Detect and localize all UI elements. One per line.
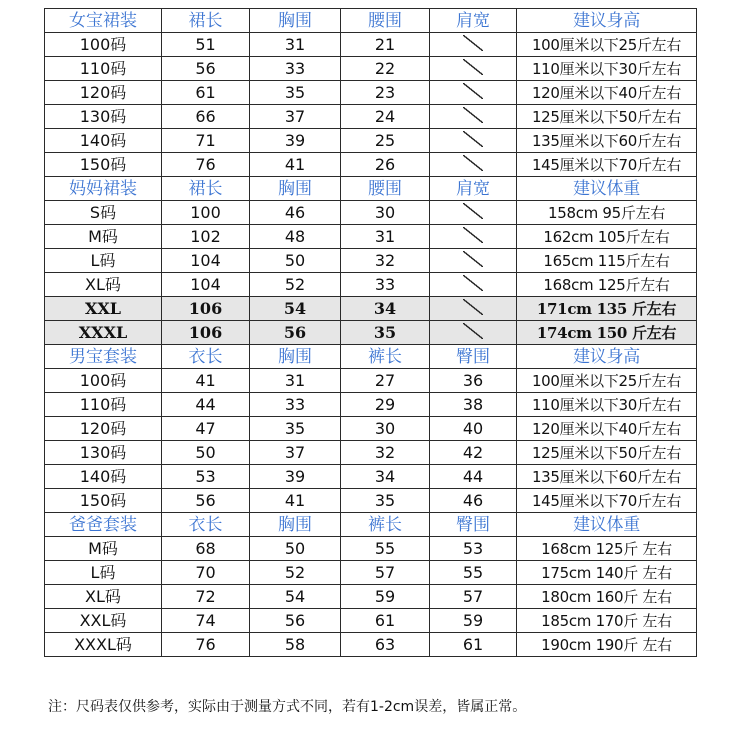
table-cell: 31 <box>250 33 341 57</box>
size-cell: 130码 <box>45 441 162 465</box>
table-cell: 34 <box>341 465 430 489</box>
table-row <box>45 321 697 345</box>
table-cell: 44 <box>430 465 517 489</box>
table-cell: 50 <box>250 249 341 273</box>
table-cell: 190cm 190斤 左右 <box>517 633 697 657</box>
table-row <box>45 249 697 273</box>
table-cell: 36 <box>430 369 517 393</box>
size-cell: 100码 <box>45 369 162 393</box>
table-cell: 70 <box>162 561 250 585</box>
table-cell: 68 <box>162 537 250 561</box>
header-cell: 胸围 <box>250 177 341 201</box>
table-row <box>45 105 697 129</box>
table-cell: 66 <box>162 105 250 129</box>
diagonal-slash-icon <box>463 35 483 51</box>
table-cell: 35 <box>341 321 430 345</box>
size-cell: XXXL码 <box>45 633 162 657</box>
header-cell: 胸围 <box>250 513 341 537</box>
diagonal-slash-icon <box>463 107 483 123</box>
table-cell: 56 <box>250 609 341 633</box>
table-cell: 47 <box>162 417 250 441</box>
table-cell: 100 <box>162 201 250 225</box>
table-cell: 41 <box>250 153 341 177</box>
table-row <box>45 489 697 513</box>
section-header-row <box>45 513 697 537</box>
table-cell: 41 <box>162 369 250 393</box>
table-cell: 44 <box>162 393 250 417</box>
table-row <box>45 465 697 489</box>
table-cell: 29 <box>341 393 430 417</box>
header-cell: 胸围 <box>250 345 341 369</box>
table-cell: 31 <box>341 225 430 249</box>
header-cell: 建议身高 <box>517 9 697 33</box>
size-cell: S码 <box>45 201 162 225</box>
size-cell: XXL码 <box>45 609 162 633</box>
table-cell: 76 <box>162 153 250 177</box>
size-cell: 110码 <box>45 393 162 417</box>
table-cell: 54 <box>250 297 341 321</box>
table-cell: 51 <box>162 33 250 57</box>
table-cell: 145厘米以下70斤左右 <box>517 489 697 513</box>
table-cell: 52 <box>250 561 341 585</box>
table-row <box>45 273 697 297</box>
table-cell: 180cm 160斤 左右 <box>517 585 697 609</box>
table-cell: 34 <box>341 297 430 321</box>
not-applicable-cell <box>430 201 517 225</box>
table-cell: 63 <box>341 633 430 657</box>
table-cell: 158cm 95斤左右 <box>517 201 697 225</box>
header-cell: 爸爸套装 <box>45 513 162 537</box>
table-cell: 110厘米以下30斤左右 <box>517 57 697 81</box>
table-cell: 53 <box>162 465 250 489</box>
table-cell: 23 <box>341 81 430 105</box>
table-row <box>45 225 697 249</box>
footnote: 注：尺码表仅供参考，实际由于测量方式不同，若有1-2cm误差，皆属正常。 <box>48 699 527 715</box>
table-cell: 39 <box>250 129 341 153</box>
header-cell: 建议体重 <box>517 177 697 201</box>
table-row <box>45 81 697 105</box>
not-applicable-cell <box>430 249 517 273</box>
table-cell: 57 <box>430 585 517 609</box>
header-cell: 建议体重 <box>517 513 697 537</box>
header-cell: 腰围 <box>341 9 430 33</box>
table-cell: 125厘米以下50斤左右 <box>517 105 697 129</box>
size-cell: 110码 <box>45 57 162 81</box>
table-cell: 61 <box>430 633 517 657</box>
diagonal-slash-icon <box>463 299 483 315</box>
table-cell: 33 <box>250 57 341 81</box>
table-cell: 31 <box>250 369 341 393</box>
header-cell: 肩宽 <box>430 9 517 33</box>
header-cell: 肩宽 <box>430 177 517 201</box>
table-cell: 30 <box>341 417 430 441</box>
diagonal-slash-icon <box>463 59 483 75</box>
diagonal-slash-icon <box>463 275 483 291</box>
header-cell: 腰围 <box>341 177 430 201</box>
table-row <box>45 153 697 177</box>
table-cell: 100厘米以下25斤左右 <box>517 369 697 393</box>
table-cell: 59 <box>430 609 517 633</box>
not-applicable-cell <box>430 129 517 153</box>
table-cell: 39 <box>250 465 341 489</box>
table-cell: 145厘米以下70斤左右 <box>517 153 697 177</box>
table-cell: 71 <box>162 129 250 153</box>
table-row <box>45 57 697 81</box>
section-header-row <box>45 177 697 201</box>
table-cell: 168cm 125斤左右 <box>517 273 697 297</box>
table-cell: 120厘米以下40斤左右 <box>517 81 697 105</box>
table-cell: 135厘米以下60斤左右 <box>517 129 697 153</box>
size-cell: M码 <box>45 537 162 561</box>
table-cell: 50 <box>250 537 341 561</box>
header-cell: 裤长 <box>341 513 430 537</box>
table-cell: 171cm 135 斤左右 <box>517 297 697 321</box>
table-cell: 61 <box>341 609 430 633</box>
table-cell: 55 <box>341 537 430 561</box>
header-cell: 衣长 <box>162 345 250 369</box>
table-row <box>45 33 697 57</box>
table-cell: 61 <box>162 81 250 105</box>
size-cell: XL码 <box>45 585 162 609</box>
header-cell: 男宝套装 <box>45 345 162 369</box>
diagonal-slash-icon <box>463 323 483 339</box>
table-cell: 48 <box>250 225 341 249</box>
table-row <box>45 537 697 561</box>
table-cell: 106 <box>162 321 250 345</box>
table-cell: 104 <box>162 249 250 273</box>
table-cell: 125厘米以下50斤左右 <box>517 441 697 465</box>
header-cell: 胸围 <box>250 9 341 33</box>
table-cell: 35 <box>250 417 341 441</box>
header-cell: 臀围 <box>430 513 517 537</box>
table-cell: 32 <box>341 441 430 465</box>
section-header-row <box>45 345 697 369</box>
table-cell: 41 <box>250 489 341 513</box>
table-cell: 33 <box>341 273 430 297</box>
table-row <box>45 585 697 609</box>
table-cell: 42 <box>430 441 517 465</box>
table-row <box>45 201 697 225</box>
table-cell: 110厘米以下30斤左右 <box>517 393 697 417</box>
header-cell: 裤长 <box>341 345 430 369</box>
table-row <box>45 393 697 417</box>
diagonal-slash-icon <box>463 251 483 267</box>
table-cell: 46 <box>430 489 517 513</box>
size-cell: M码 <box>45 225 162 249</box>
table-cell: 53 <box>430 537 517 561</box>
table-row <box>45 129 697 153</box>
not-applicable-cell <box>430 273 517 297</box>
table-cell: 59 <box>341 585 430 609</box>
table-cell: 35 <box>250 81 341 105</box>
header-cell: 女宝裙装 <box>45 9 162 33</box>
header-cell: 裙长 <box>162 177 250 201</box>
table-cell: 104 <box>162 273 250 297</box>
table-cell: 165cm 115斤左右 <box>517 249 697 273</box>
size-cell: 140码 <box>45 129 162 153</box>
size-cell: XXL <box>45 297 162 321</box>
table-cell: 37 <box>250 105 341 129</box>
size-chart-table <box>44 8 697 657</box>
table-cell: 30 <box>341 201 430 225</box>
table-row <box>45 633 697 657</box>
table-cell: 56 <box>162 489 250 513</box>
diagonal-slash-icon <box>463 203 483 219</box>
table-cell: 37 <box>250 441 341 465</box>
table-cell: 135厘米以下60斤左右 <box>517 465 697 489</box>
header-cell: 妈妈裙装 <box>45 177 162 201</box>
table-cell: 40 <box>430 417 517 441</box>
table-cell: 58 <box>250 633 341 657</box>
table-cell: 33 <box>250 393 341 417</box>
section-header-row <box>45 9 697 33</box>
table-cell: 46 <box>250 201 341 225</box>
table-cell: 100厘米以下25斤左右 <box>517 33 697 57</box>
table-row <box>45 297 697 321</box>
table-row <box>45 441 697 465</box>
not-applicable-cell <box>430 297 517 321</box>
table-cell: 38 <box>430 393 517 417</box>
table-cell: 26 <box>341 153 430 177</box>
diagonal-slash-icon <box>463 155 483 171</box>
not-applicable-cell <box>430 225 517 249</box>
table-cell: 168cm 125斤 左右 <box>517 537 697 561</box>
not-applicable-cell <box>430 321 517 345</box>
table-cell: 55 <box>430 561 517 585</box>
table-cell: 57 <box>341 561 430 585</box>
table-row <box>45 369 697 393</box>
size-cell: 150码 <box>45 153 162 177</box>
table-cell: 52 <box>250 273 341 297</box>
table-cell: 102 <box>162 225 250 249</box>
diagonal-slash-icon <box>463 227 483 243</box>
header-cell: 臀围 <box>430 345 517 369</box>
size-cell: 140码 <box>45 465 162 489</box>
table-cell: 72 <box>162 585 250 609</box>
table-cell: 174cm 150 斤左右 <box>517 321 697 345</box>
size-cell: XXXL <box>45 321 162 345</box>
table-cell: 56 <box>162 57 250 81</box>
table-cell: 22 <box>341 57 430 81</box>
not-applicable-cell <box>430 105 517 129</box>
size-cell: 150码 <box>45 489 162 513</box>
header-cell: 建议身高 <box>517 345 697 369</box>
table-cell: 54 <box>250 585 341 609</box>
diagonal-slash-icon <box>463 131 483 147</box>
diagonal-slash-icon <box>463 83 483 99</box>
table-cell: 120厘米以下40斤左右 <box>517 417 697 441</box>
table-row <box>45 609 697 633</box>
table-cell: 56 <box>250 321 341 345</box>
table-cell: 175cm 140斤 左右 <box>517 561 697 585</box>
table-cell: 25 <box>341 129 430 153</box>
size-cell: L码 <box>45 249 162 273</box>
not-applicable-cell <box>430 81 517 105</box>
table-cell: 185cm 170斤 左右 <box>517 609 697 633</box>
size-cell: 120码 <box>45 417 162 441</box>
table-cell: 50 <box>162 441 250 465</box>
size-cell: 120码 <box>45 81 162 105</box>
table-cell: 74 <box>162 609 250 633</box>
not-applicable-cell <box>430 153 517 177</box>
size-chart-body <box>45 9 697 657</box>
table-cell: 162cm 105斤左右 <box>517 225 697 249</box>
table-row <box>45 561 697 585</box>
table-cell: 27 <box>341 369 430 393</box>
table-row <box>45 417 697 441</box>
table-cell: 106 <box>162 297 250 321</box>
table-cell: 76 <box>162 633 250 657</box>
table-cell: 21 <box>341 33 430 57</box>
header-cell: 衣长 <box>162 513 250 537</box>
table-cell: 35 <box>341 489 430 513</box>
size-cell: 100码 <box>45 33 162 57</box>
size-cell: 130码 <box>45 105 162 129</box>
size-cell: L码 <box>45 561 162 585</box>
table-cell: 32 <box>341 249 430 273</box>
not-applicable-cell <box>430 33 517 57</box>
header-cell: 裙长 <box>162 9 250 33</box>
not-applicable-cell <box>430 57 517 81</box>
table-cell: 24 <box>341 105 430 129</box>
size-cell: XL码 <box>45 273 162 297</box>
